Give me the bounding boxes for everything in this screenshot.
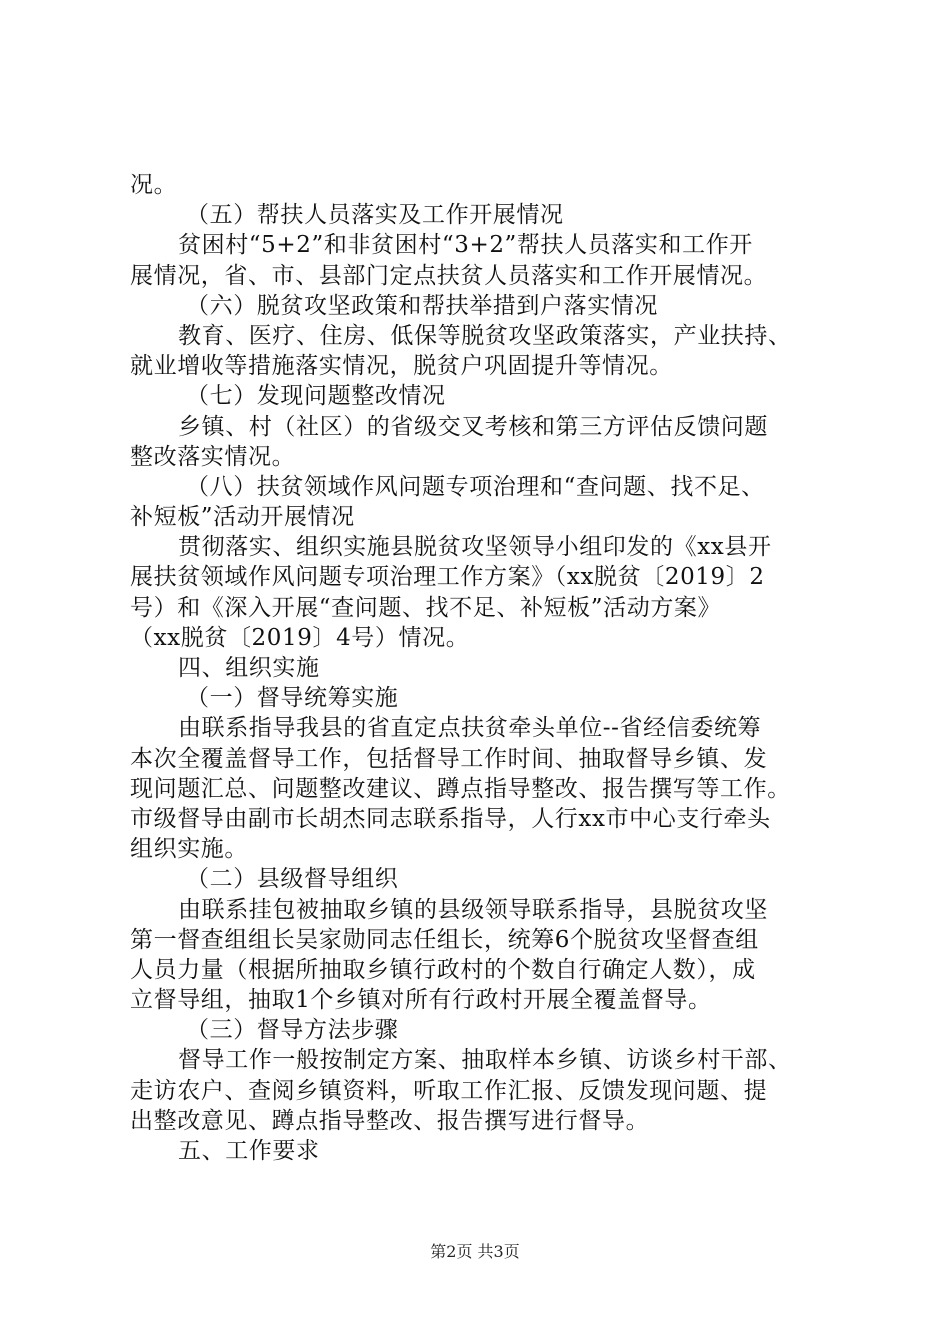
section-heading: （三）督导方法步骤 <box>186 1017 399 1044</box>
text-line: 乡镇、村（社区）的省级交叉考核和第三方评估反馈问题 <box>178 413 768 440</box>
section-heading-continued: 补短板”活动开展情况 <box>130 504 355 531</box>
text-line: 整改落实情况。 <box>130 443 296 470</box>
section-heading: （五）帮扶人员落实及工作开展情况 <box>186 202 564 229</box>
text-line: 贯彻落实、组织实施县脱贫攻坚领导小组印发的《xx县开 <box>178 534 772 561</box>
text-line: 展情况，省、市、县部门定点扶贫人员落实和工作开展情况。 <box>130 262 768 289</box>
text-line: 督导工作一般按制定方案、抽取样本乡镇、访谈乡村干部、 <box>178 1047 792 1074</box>
text-line: 由联系指导我县的省直定点扶贫牵头单位--省经信委统筹 <box>178 715 762 742</box>
section-heading: （一）督导统筹实施 <box>186 685 399 712</box>
text-line: 出整改意见、蹲点指导整改、报告撰写进行督导。 <box>130 1107 650 1134</box>
text-line: 教育、医疗、住房、低保等脱贫攻坚政策落实，产业扶持、 <box>178 322 792 349</box>
text-line: 展扶贫领域作风问题专项治理工作方案》（xx脱贫〔2019〕2 <box>130 564 765 591</box>
document-body <box>130 170 830 1166</box>
text-line: 人员力量（根据所抽取乡镇行政村的个数自行确定人数），成 <box>130 956 756 983</box>
text-line: 贫困村“5+2”和非贫困村“3+2”帮扶人员落实和工作开 <box>178 232 753 259</box>
text-line: 本次全覆盖督导工作，包括督导工作时间、抽取督导乡镇、发 <box>130 745 768 772</box>
text-line: 号）和《深入开展“查问题、找不足、补短板”活动方案》 <box>130 594 722 621</box>
text-line: 走访农户、查阅乡镇资料，听取工作汇报、反馈发现问题、提 <box>130 1077 768 1104</box>
page-number-footer: 第2页 共3页 <box>430 1242 520 1261</box>
chapter-heading: 五、工作要求 <box>178 1138 320 1164</box>
section-heading: （七）发现问题整改情况 <box>186 383 446 410</box>
section-heading: （八）扶贫领域作风问题专项治理和“查问题、找不足、 <box>186 473 765 500</box>
section-heading: （二）县级督导组织 <box>186 866 399 893</box>
text-line: 况。 <box>130 172 178 198</box>
text-line: 就业增收等措施落实情况，脱贫户巩固提升等情况。 <box>130 353 673 380</box>
text-line: 市级督导由副市长胡杰同志联系指导，人行xx市中心支行牵头 <box>130 805 771 832</box>
text-line: 由联系挂包被抽取乡镇的县级领导联系指导，县脱贫攻坚 <box>178 896 768 923</box>
chapter-heading: 四、组织实施 <box>178 655 320 681</box>
text-line: （xx脱贫〔2019〕4号）情况。 <box>130 624 470 651</box>
text-line: 现问题汇总、问题整改建议、蹲点指导整改、报告撰写等工作。 <box>130 775 791 802</box>
text-line: 第一督查组组长吴家勋同志任组长，统筹6个脱贫攻坚督查组 <box>130 926 759 953</box>
text-line: 组织实施。 <box>130 836 248 863</box>
text-line: 立督导组，抽取1个乡镇对所有行政村开展全覆盖督导。 <box>130 987 712 1014</box>
section-heading: （六）脱贫攻坚政策和帮扶举措到户落实情况 <box>186 292 658 319</box>
